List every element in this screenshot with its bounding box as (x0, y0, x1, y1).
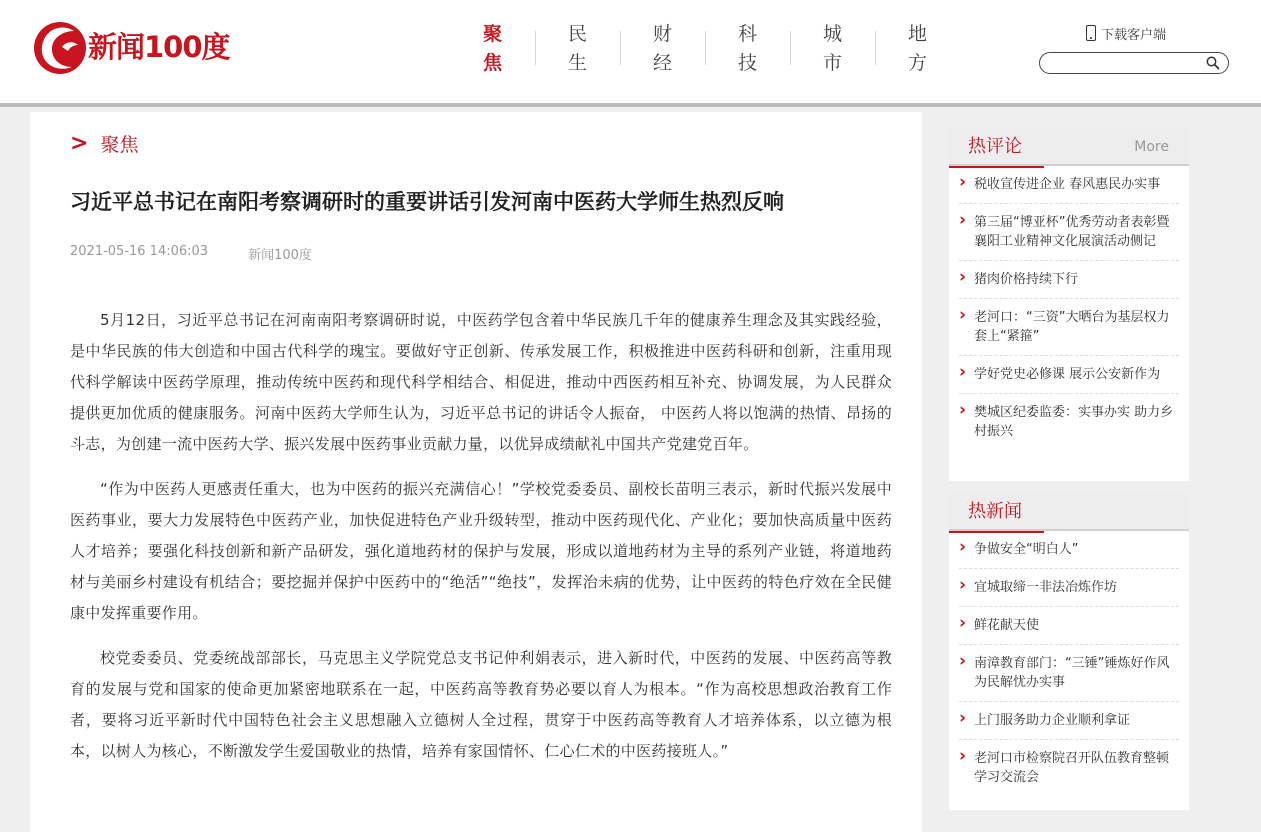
nav-item-finance[interactable] (620, 18, 705, 80)
list-item[interactable]: › 上门服务助力企业顺利拿证 (959, 702, 1179, 740)
list-item[interactable]: › 老河口市检察院召开队伍教育整顿学习交流会 (959, 740, 1179, 796)
breadcrumb[interactable] (70, 130, 138, 157)
list-item[interactable]: › 南漳教育部门：“三锤”锤炼好作风 为民解忧办实事 (959, 645, 1179, 702)
nav-label: 地方 (907, 23, 927, 74)
article-date: 2021-05-16 14:06:03 (70, 244, 209, 259)
chevron-right-icon: > (70, 130, 89, 156)
article-source: 新闻100度 (248, 248, 312, 263)
hot-news-header (949, 493, 1189, 531)
nav-item-focus[interactable] (450, 18, 535, 80)
list-item[interactable]: › 鲜花献天使 (959, 607, 1179, 645)
download-app-link[interactable] (1086, 22, 1166, 44)
search-input[interactable] (1050, 55, 1200, 71)
article-body (70, 305, 892, 781)
list-item[interactable]: › 争做安全“明白人” (959, 531, 1179, 569)
article-meta (70, 244, 312, 263)
nav-label: 财经 (652, 23, 672, 74)
logo-swirl-icon (32, 17, 88, 79)
article-paragraph: 校党委委员、党委统战部部长，马克思主义学院党总支书记仲利娟表示，进入新时代，中医药的发展、中医药高等教育的发展与党和国家的使命更加紧密地联系在一起，中医药高等教育势必要以育人为根本。“作为高校思想政治教育工作者，要将习近平新时代中国特色社会主义思想融入立德树人全过程，贯穿于中医药高等教育人才培养体系，以立德为根本，以树人为核心，不断激发学生爱国敬业的热情，培养有家国情怀、仁心仁术的中医药接班人。” (70, 649, 892, 760)
list-item[interactable]: › 学好党史必修课 展示公安新作为 (959, 356, 1179, 394)
nav-item-city[interactable] (790, 18, 875, 80)
article-panel (30, 112, 922, 832)
hot-news-panel (949, 493, 1189, 810)
nav-item-local[interactable] (875, 18, 960, 80)
site-header (0, 0, 1261, 107)
breadcrumb-label: 聚焦 (100, 134, 139, 156)
nav-item-tech[interactable] (705, 18, 790, 80)
nav-label: 民生 (567, 23, 587, 74)
nav-label: 城市 (822, 23, 842, 74)
hot-news-title[interactable]: 热新闻 (949, 493, 1044, 533)
article-paragraph: 5月12日，习近平总书记在河南南阳考察调研时说，中医药学包含着中华民族几千年的健康养生理念及其实践经验，是中华民族的伟大创造和中国古代科学的瑰宝。要做好守正创新、传承发展工作，积极推进中医药科研和创新，注重用现代科学解读中医药学原理，推动传统中医药和现代科学相结合、相促进，推动中西医药相互补充、协调发展，为人民群众提供更加优质的健康服务。河南中医药大学师生认为，习近平总书记的讲话令人振奋， 中医药人将以饱满的热情、昂扬的斗志，为创建一流中医药大学、振兴发展中医药事业贡献力量，以优异成绩献礼中国共产党建党百年。 (70, 311, 892, 453)
hot-comments-list (949, 166, 1189, 450)
list-item[interactable]: › 老河口：“三资”大晒台为基层权力套上“紧箍” (959, 299, 1179, 356)
list-item[interactable]: › 宜城取缔一非法冶炼作坊 (959, 569, 1179, 607)
list-item[interactable]: › 樊城区纪委监委：实事办实 助力乡村振兴 (959, 394, 1179, 450)
list-item[interactable]: › 第三届“博亚杯”优秀劳动者表彰暨襄阳工业精神文化展演活动侧记 (959, 204, 1179, 261)
hot-comments-header (949, 128, 1189, 166)
site-logo[interactable] (32, 17, 262, 79)
hot-news-list (949, 531, 1189, 796)
nav-label: 聚焦 (482, 23, 502, 74)
nav-label: 科技 (737, 23, 757, 74)
hot-comments-title[interactable]: 热评论 (949, 128, 1044, 168)
download-label: 下载客户端 (1101, 27, 1167, 43)
hot-comments-panel (949, 128, 1189, 481)
nav-item-livelihood[interactable] (535, 18, 620, 80)
search-icon[interactable] (1206, 56, 1220, 70)
article-title: 习近平总书记在南阳考察调研时的重要讲话引发河南中医药大学师生热烈反响 (70, 190, 784, 214)
more-link[interactable]: More (1134, 139, 1169, 155)
search-box (1039, 52, 1229, 74)
logo-text: 新闻100度 (88, 30, 230, 64)
main-nav (450, 18, 960, 80)
article-paragraph: “作为中医药人更感责任重大，也为中医药的振兴充满信心！”学校党委委员、副校长苗明三表示，新时代振兴发展中医药事业，要大力发展特色中医药产业，加快促进特色产业升级转型，推动中医药现代化、产业化；要加快高质量中医药人才培养；要强化科技创新和新产品研发，强化道地药材的保护与发展，形成以道地药材为主导的系列产业链，将道地药材与美丽乡村建设有机结合；要挖掘并保护中医药中的“绝活”“绝技”，发挥治未病的优势，让中医药的特色疗效在全民健康中发挥重要作用。 (70, 480, 892, 622)
phone-icon (1086, 25, 1096, 41)
list-item[interactable]: › 猪肉价格持续下行 (959, 261, 1179, 299)
list-item[interactable]: › 税收宣传进企业 春风惠民办实事 (959, 166, 1179, 204)
